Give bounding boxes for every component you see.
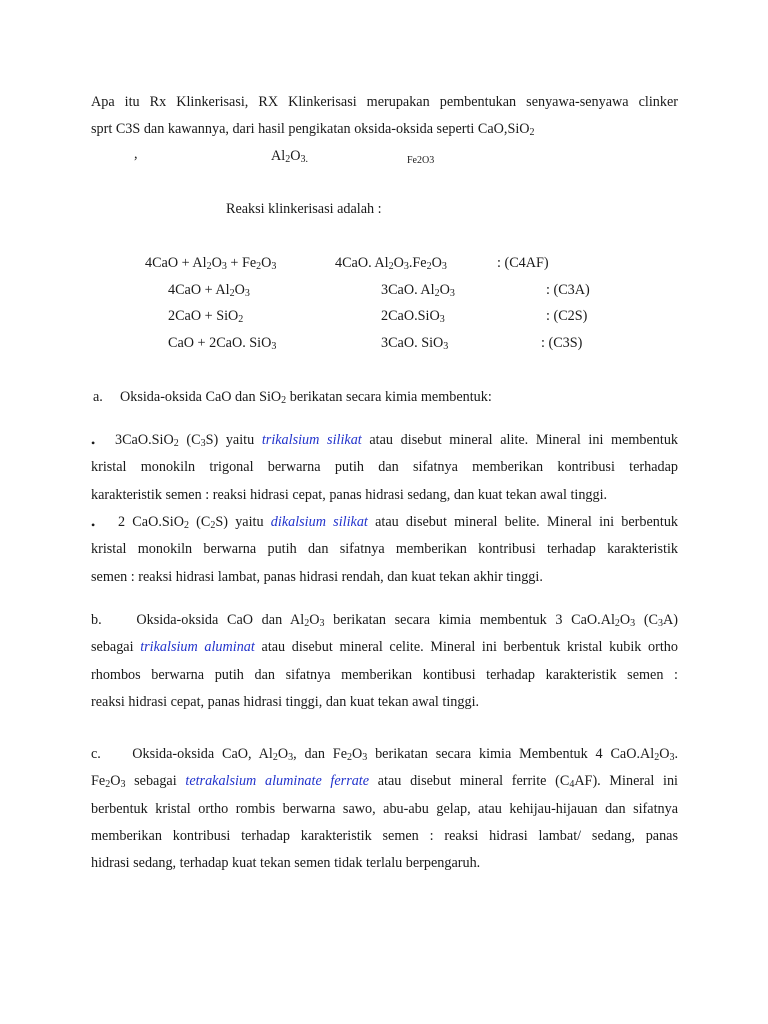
text: S) yaitu [205, 432, 262, 448]
text: , dan Fe [293, 746, 347, 762]
text: . [674, 746, 679, 762]
text: 4CaO. Al [335, 255, 389, 271]
subscript: 2 [256, 261, 262, 272]
subscript: 2 [173, 438, 179, 449]
text: O [352, 746, 363, 762]
text: AF). Mineral ini [574, 773, 678, 790]
section-c-marker: c. [91, 746, 101, 762]
section-c-line-2 [91, 768, 678, 795]
subscript: 2 [238, 314, 244, 325]
subscript: 4 [569, 779, 575, 791]
subscript: 2 [105, 779, 111, 791]
bullet-1-line-3: karakteristik semen : reaksi hidrasi cepat, panas hidrasi sedang, dan kuat tekan awal tinggi. [91, 486, 608, 503]
subscript: 3 [244, 288, 250, 299]
text: atau disebut mineral belite. Mineral ini berbentuk [367, 514, 679, 530]
text: berikatan secara kimia Membentuk 4 CaO.Al [367, 746, 655, 762]
reaction-1-rhs [335, 255, 447, 271]
bullet-1-line-1 [91, 427, 678, 454]
text: 2 CaO.SiO [118, 514, 184, 530]
section-a-text [120, 389, 492, 405]
subscript: 3 [200, 438, 206, 449]
intro-al2o3 [271, 148, 308, 164]
section-c-line-1 [91, 741, 678, 768]
reaction-1-lhs [145, 255, 276, 271]
bullet-1-paragraph [91, 427, 678, 509]
text: 4CaO + Al [168, 282, 230, 298]
subscript: 3 [300, 154, 306, 165]
subscript: 2 [614, 618, 620, 629]
bullet-2-paragraph [91, 509, 678, 591]
intro-comma: , [134, 146, 138, 162]
text: O [261, 255, 272, 271]
subscript: 3 [288, 752, 294, 763]
text: Oksida-oksida CaO dan SiO [120, 389, 282, 405]
reaction-2-lhs [168, 282, 250, 298]
text: O [619, 612, 631, 628]
reaction-4-lhs [168, 335, 276, 351]
subscript: 3 [271, 341, 277, 352]
term-tetrakalsium-aluminate-ferrate: tetrakalsium aluminate ferrate [185, 773, 370, 790]
text: O [659, 746, 670, 762]
text: 3CaO. SiO [381, 335, 444, 351]
bullet-1-line-2: kristal monokiln trigonal berwarna putih dan sifatnya memberikan kontribusi terhadap [91, 459, 678, 476]
bullet-dot: • [91, 436, 96, 450]
section-c-line-3: berbentuk kristal ortho rombis berwarna sawo, abu-abu gelap, atau kehijau-hijauan dan sifatnya [91, 800, 678, 817]
subscript: 2 [654, 752, 660, 763]
subscript: 3 [439, 314, 445, 325]
text: atau disebut mineral celite. Mineral ini berbentuk kristal kubik ortho [254, 639, 678, 656]
reaction-4-code: : (C3S) [541, 335, 583, 351]
text: O [309, 612, 320, 628]
reaction-3-code: : (C2S) [546, 308, 588, 324]
text: (C [188, 514, 211, 530]
intro-line-1: Apa itu Rx Klinkerisasi, RX Klinkerisasi merupakan pembentukan senyawa-senyawa clinker [91, 94, 678, 110]
reaction-3-rhs [381, 308, 445, 324]
intro-fe2o3: Fe2O3 [407, 155, 435, 166]
section-c-paragraph [91, 741, 678, 877]
subscript: 2 [210, 520, 216, 531]
text: atau disebut mineral ferrite (C [369, 773, 570, 790]
reaction-4-rhs [381, 335, 448, 351]
text: + Fe [226, 255, 257, 271]
subscript: 3 [403, 261, 409, 272]
text: O [290, 148, 301, 164]
text: sebagai [91, 639, 141, 656]
text: O [211, 255, 222, 271]
subscript: 2 [229, 288, 235, 299]
text: 3CaO. Al [381, 282, 435, 298]
subscript: 3 [319, 618, 325, 629]
section-b-line-3: rhombos berwarna putih dan sifatnya memberikan kontibusi terhadap karakteristik semen : [91, 666, 678, 683]
subscript: 3 [441, 261, 447, 272]
bullet-2-line-1 [91, 509, 678, 536]
section-c-line-5: hidrasi sedang, terhadap kuat tekan semen tidak terlalu berpengaruh. [91, 855, 481, 872]
text: sebagai [125, 773, 186, 790]
subscript: . [305, 154, 308, 165]
subscript: 2 [529, 127, 535, 139]
subscript: 2 [347, 752, 352, 763]
text: O [431, 255, 442, 271]
section-c-line-4: memberikan kontribusi terhadap karakteristik semen : reaksi hidrasi lambat/ sedang, panas [91, 827, 678, 844]
intro-line-2-text: sprt C3S dan kawannya, dari hasil pengikatan oksida-oksida seperti CaO,SiO [91, 121, 530, 138]
section-b-paragraph [91, 607, 678, 716]
subscript: 3 [449, 288, 455, 299]
text: O [277, 746, 289, 762]
subscript: 3 [443, 341, 449, 352]
reaction-2-rhs [381, 282, 455, 298]
subscript: 2 [281, 395, 287, 406]
subscript: 2 [434, 288, 440, 299]
subscript: 2 [426, 261, 432, 272]
reaction-1-code: : (C4AF) [497, 255, 549, 271]
reaction-2-code: : (C3A) [546, 282, 590, 298]
text: O [110, 773, 121, 790]
bullet-2-line-3: semen : reaksi hidrasi lambat, panas hidrasi rendah, dan kuat tekan akhir tinggi. [91, 568, 543, 585]
subscript: 2 [272, 752, 278, 763]
section-b-line-1 [91, 607, 678, 634]
intro-line-2 [91, 116, 678, 143]
bullet-2-line-2: kristal monokiln berwarna putih dan sifatnya memberikan kontribusi terhadap karakteristik [91, 541, 678, 558]
text: S) yaitu [215, 514, 271, 530]
subscript: 2 [304, 618, 310, 629]
text: 4CaO + Al [145, 255, 207, 271]
text: 2CaO + SiO [168, 308, 239, 324]
section-b-line-4: reaksi hidrasi cepat, panas hidrasi tinggi, dan kuat tekan awal tinggi. [91, 693, 480, 710]
text: 3CaO.SiO [115, 432, 174, 448]
subscript: 2 [183, 520, 189, 531]
subscript: 3 [630, 618, 636, 629]
term-dikalsium-silikat: dikalsium silikat [270, 514, 368, 530]
text: Oksida-oksida CaO, Al [132, 746, 273, 762]
text: (C [635, 612, 659, 628]
subscript: 2 [285, 154, 291, 165]
section-b-line-2 [91, 634, 678, 661]
subscript: 3 [120, 779, 126, 791]
text: A) [663, 612, 679, 628]
text: O [393, 255, 404, 271]
section-b-marker: b. [91, 612, 102, 628]
subscript: 3 [362, 752, 368, 763]
text: atau disebut mineral alite. Mineral ini membentuk [361, 432, 679, 448]
text: 2CaO.SiO [381, 308, 440, 324]
subscript: 3 [669, 752, 675, 763]
text: Fe [91, 773, 106, 790]
reaction-heading: Reaksi klinkerisasi adalah : [226, 201, 382, 217]
text: (C [178, 432, 201, 448]
bullet-dot: • [91, 518, 96, 532]
subscript: 3 [221, 261, 227, 272]
subscript: 3 [658, 618, 664, 629]
text: berikatan secara kimia membentuk: [286, 389, 492, 405]
subscript: 3 [271, 261, 277, 272]
text: CaO + 2CaO. SiO [168, 335, 272, 351]
section-a-marker: a. [93, 389, 103, 405]
subscript: 2 [388, 261, 394, 272]
subscript: 2 [206, 261, 212, 272]
reaction-3-lhs [168, 308, 243, 324]
text: Oksida-oksida CaO dan Al [136, 612, 305, 628]
text: O [439, 282, 450, 298]
intro-paragraph [91, 89, 678, 144]
text: berikatan secara kimia membentuk 3 CaO.Al [324, 612, 615, 628]
text: Al [271, 148, 286, 164]
text: O [234, 282, 245, 298]
term-trikalsium-aluminat: trikalsium aluminat [140, 639, 255, 656]
text: .Fe [408, 255, 427, 271]
term-trikalsium-silikat: trikalsium silikat [261, 432, 362, 448]
